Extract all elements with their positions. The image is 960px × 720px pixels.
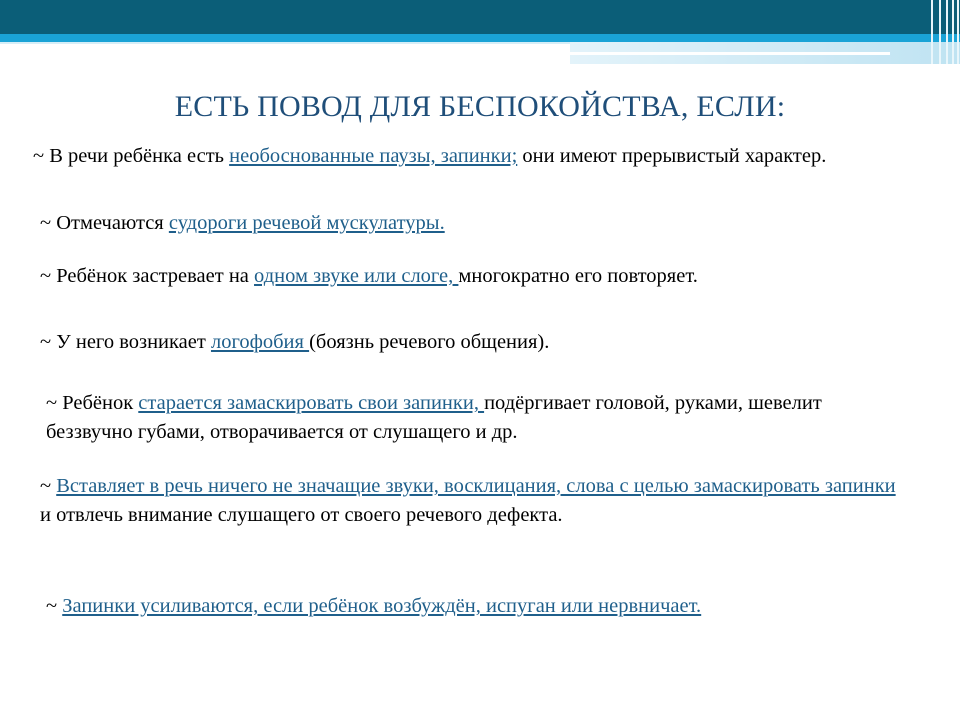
item-highlight: необоснованные паузы, запинки; (229, 145, 518, 167)
item-highlight: одном звуке или слоге, (254, 265, 459, 287)
item-prefix: ~ У него возникает (40, 331, 211, 353)
item-suffix: многократно его повторяет. (458, 265, 698, 287)
list-item-5 (46, 389, 896, 447)
item-prefix: ~ (40, 475, 57, 497)
item-prefix: ~ Ребёнок застревает на (40, 265, 255, 287)
item-prefix: ~ Ребёнок (46, 392, 139, 414)
item-highlight: судороги речевой мускулатуры. (168, 212, 445, 234)
header-white-line (570, 52, 890, 55)
list-item-7 (46, 592, 926, 621)
list-item-2 (40, 209, 920, 238)
item-suffix: и отвлечь внимание слушащего от своего речевого дефекта. (40, 504, 563, 526)
item-highlight: логофобия (210, 331, 310, 353)
header-bar (0, 0, 960, 34)
list-item-4 (40, 328, 920, 357)
item-suffix: подёргивает головой, руками, шевелит беззвучно губами, отворачивается от слушащего и др. (46, 392, 822, 443)
item-suffix: они имеют прерывистый характер. (517, 145, 827, 167)
list-item-6 (40, 472, 910, 530)
item-prefix: ~ Отмечаются (40, 212, 169, 234)
list-item-1 (33, 142, 833, 171)
item-prefix: ~ В речи ребёнка есть (33, 145, 230, 167)
item-prefix: ~ (46, 595, 63, 617)
item-suffix: (боязнь речевого общения). (309, 331, 550, 353)
list-item-3 (40, 262, 940, 291)
page-title: ЕСТЬ ПОВОД ДЛЯ БЕСПОКОЙСТВА, ЕСЛИ: (174, 90, 786, 123)
item-highlight: Запинки усиливаются, если ребёнок возбуждён, испуган или нервничает. (62, 595, 702, 617)
header-vertical-lines (925, 0, 960, 64)
header-accent-line (0, 42, 570, 44)
item-highlight: Вставляет в речь ничего не значащие звуки, восклицания, слова с целью замаскировать запинки (56, 475, 896, 497)
header-stripe (0, 34, 960, 42)
item-highlight: старается замаскировать свои запинки, (138, 392, 485, 414)
